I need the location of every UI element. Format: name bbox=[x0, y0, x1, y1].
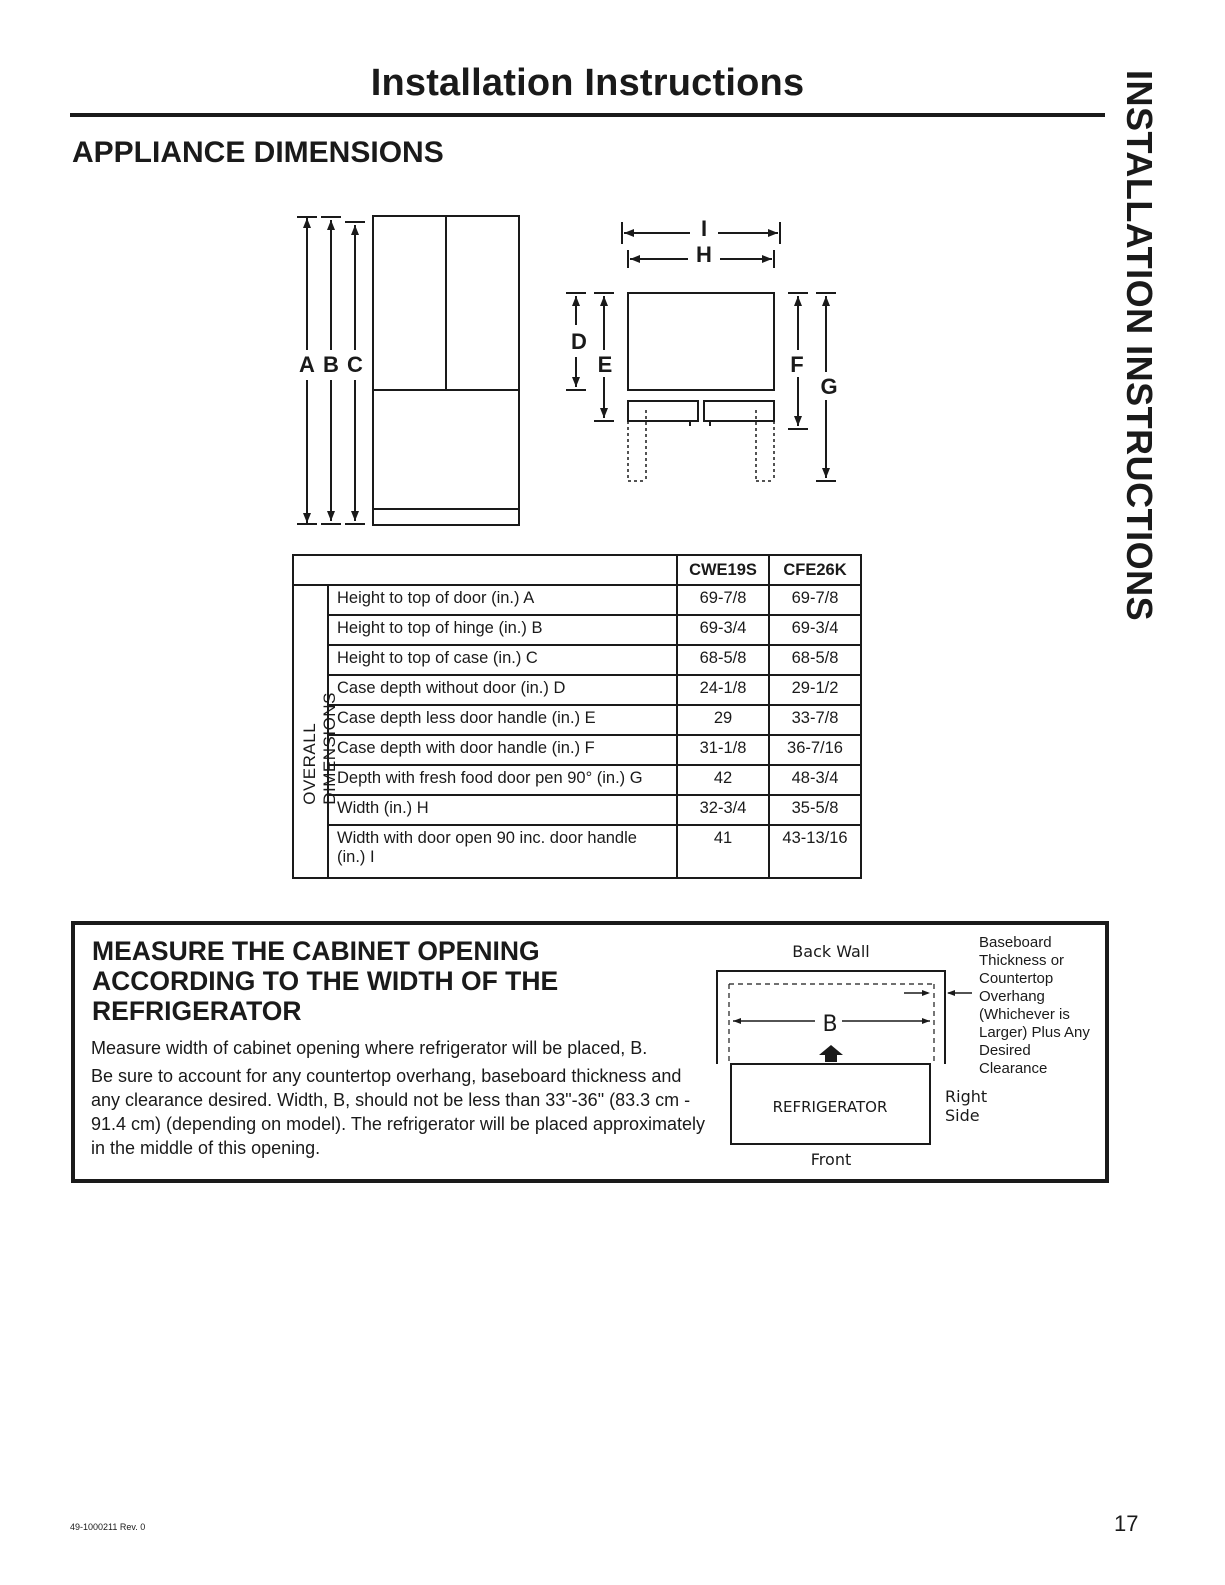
column-header-cwe19s: CWE19S bbox=[677, 555, 769, 585]
section-heading: APPLIANCE DIMENSIONS bbox=[72, 136, 444, 169]
cell-cwe19s: 69-7/8 bbox=[677, 585, 769, 615]
cell-cfe26k: 35-5/8 bbox=[769, 795, 861, 825]
fridge-top-outline bbox=[628, 293, 774, 390]
overall-dimensions-side-header bbox=[293, 585, 339, 878]
row-label: Height to top of hinge (in.) B bbox=[328, 615, 677, 645]
cell-cwe19s: 32-3/4 bbox=[677, 795, 769, 825]
side-section-label: INSTALLATION INSTRUCTIONS bbox=[1119, 70, 1160, 622]
dim-label-d: D bbox=[571, 329, 587, 354]
measure-paragraph-1: Measure width of cabinet opening where refrigerator will be placed, B. bbox=[91, 1038, 648, 1058]
table-header-row bbox=[293, 555, 861, 585]
side-header-text: OVERALL DIMENSIONS bbox=[300, 691, 339, 805]
dim-label-b: B bbox=[323, 352, 339, 377]
dimensions-table bbox=[292, 554, 862, 879]
cell-cfe26k: 48-3/4 bbox=[769, 765, 861, 795]
width-b-label: B bbox=[822, 1012, 838, 1037]
row-label: Width (in.) H bbox=[328, 795, 677, 825]
cell-cfe26k: 36-7/16 bbox=[769, 735, 861, 765]
row-label: Height to top of case (in.) C bbox=[328, 645, 677, 675]
table-row bbox=[293, 795, 861, 825]
dim-label-a: A bbox=[299, 352, 315, 377]
table-row bbox=[293, 615, 861, 645]
measure-paragraph-2-part-a: Be sure to account for any countertop overhang, baseboard thickness and any clearance desired bbox=[91, 1066, 682, 1110]
cell-cwe19s: 42 bbox=[677, 765, 769, 795]
dimension-diagram bbox=[0, 0, 1225, 560]
row-label: Case depth with door handle (in.) F bbox=[328, 735, 677, 765]
page-title: Installation Instructions bbox=[370, 62, 805, 104]
row-label: Case depth less door handle (in.) E bbox=[328, 705, 677, 735]
baseboard-note: Baseboard Thickness or Countertop Overhang (Whichever is Larger) Plus Any Desired Clearance bbox=[979, 934, 1090, 1077]
dim-label-e: E bbox=[597, 352, 613, 377]
dim-label-c: C bbox=[347, 352, 363, 377]
table-row bbox=[293, 645, 861, 675]
cell-cfe26k: 68-5/8 bbox=[769, 645, 861, 675]
cell-cwe19s: 68-5/8 bbox=[677, 645, 769, 675]
page-number: 17 bbox=[1114, 1511, 1139, 1536]
dim-label-f: F bbox=[790, 352, 804, 377]
cell-cwe19s: 24-1/8 bbox=[677, 675, 769, 705]
back-wall-label: Back Wall bbox=[792, 942, 870, 961]
table-row bbox=[293, 765, 861, 795]
row-label: Height to top of door (in.) A bbox=[328, 585, 677, 615]
dim-label-i: I bbox=[700, 216, 708, 241]
dim-label-g: G bbox=[820, 374, 838, 399]
row-label: Case depth without door (in.) D bbox=[328, 675, 677, 705]
table-row bbox=[293, 705, 861, 735]
refrigerator-label: REFRIGERATOR bbox=[772, 1098, 888, 1116]
cell-cfe26k: 29-1/2 bbox=[769, 675, 861, 705]
cell-cfe26k: 69-7/8 bbox=[769, 585, 861, 615]
cell-cfe26k: 43-13/16 bbox=[769, 825, 861, 878]
dim-label-h: H bbox=[696, 242, 712, 267]
cell-cwe19s: 41 bbox=[677, 825, 769, 878]
measure-paragraph-2-part-b: . Width, B, should not be less than 33"-36" (83.3 cm - 91.4 cm) (depending on model). The refrigerator will be placed approximately in the middle of this opening. bbox=[91, 1090, 705, 1158]
cell-cwe19s: 31-1/8 bbox=[677, 735, 769, 765]
table-row bbox=[293, 735, 861, 765]
row-label: Depth with fresh food door pen 90° (in.) G bbox=[328, 765, 677, 795]
front-label: Front bbox=[810, 1150, 852, 1169]
table-row bbox=[293, 585, 861, 615]
document-code: 49-1000211 Rev. 0 bbox=[70, 1522, 146, 1532]
column-header-cfe26k: CFE26K bbox=[769, 555, 861, 585]
table-row bbox=[293, 675, 861, 705]
measure-heading: MEASURE THE CABINET OPENING ACCORDING TO THE WIDTH OF THE REFRIGERATOR bbox=[92, 936, 559, 1026]
table-corner bbox=[293, 555, 677, 585]
right-side-label: Right Side bbox=[945, 1087, 988, 1125]
table-row bbox=[293, 825, 861, 878]
row-label: Width with door open 90 inc. door handle (in.) I bbox=[328, 825, 677, 878]
measure-paragraph-2 bbox=[91, 1064, 711, 1160]
cell-cfe26k: 69-3/4 bbox=[769, 615, 861, 645]
cell-cwe19s: 29 bbox=[677, 705, 769, 735]
cell-cfe26k: 33-7/8 bbox=[769, 705, 861, 735]
cell-cwe19s: 69-3/4 bbox=[677, 615, 769, 645]
